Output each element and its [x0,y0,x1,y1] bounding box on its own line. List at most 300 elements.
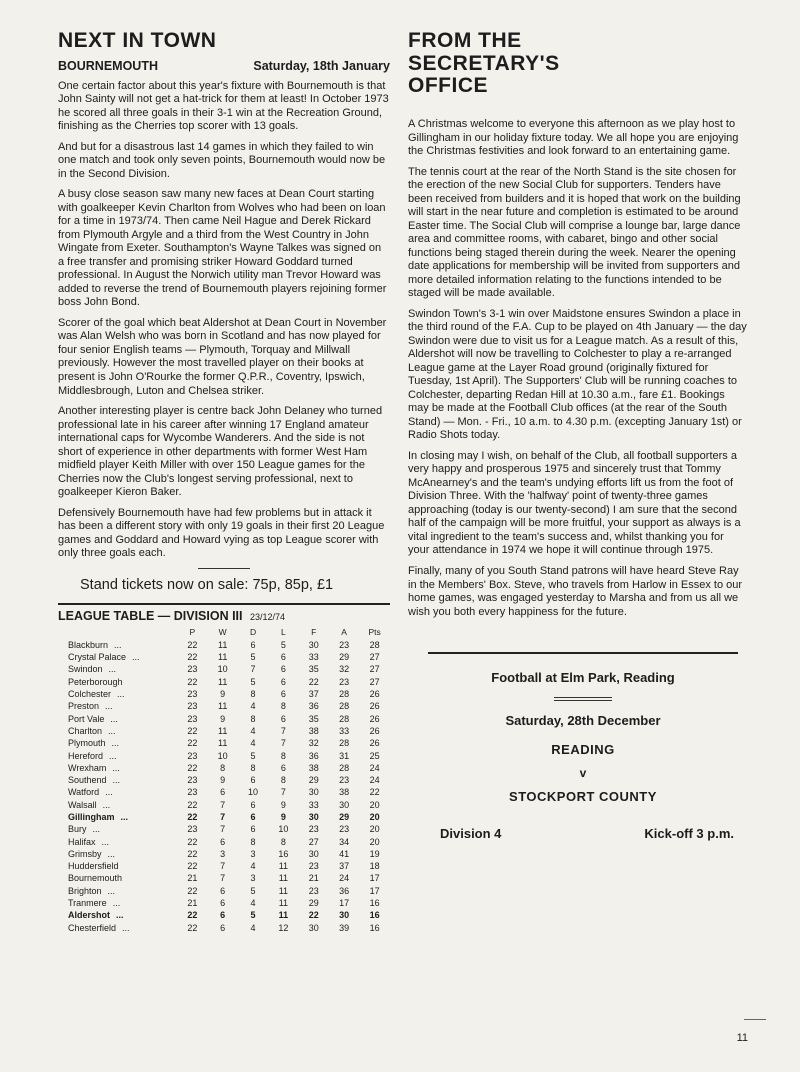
stat-cell-p: 21 [187,873,198,884]
stat-cell-d: 8 [250,762,256,773]
stat-cell-f: 35 [308,664,319,675]
stat-cell-f: 29 [308,775,319,786]
team-name-cell [68,651,177,663]
stat-cell-f: 30 [308,848,319,859]
leader-dots: ... [122,922,130,933]
column-header: A [341,626,347,637]
stat-cell-a: 37 [339,861,350,872]
article-paragraph: Another interesting player is centre back John Delaney who turned professional late in his career after winning 17 England amateur international caps for Wycombe Wanderers. And the side is not short of experience in other departments with former West Ham midfield player Keith Miller with over 150 League games for the Cherries now the Club's longest serving professional, next to goalkeeper Kieron Baker. [58,405,383,499]
table-row [68,922,390,934]
article-paragraph: And but for a disastrous last 14 games in which they failed to win one match and took only seven points, Bournemouth would now be in the Second Division. [58,140,386,180]
team-name-cell [68,909,177,921]
stat-cell-pts: 28 [369,639,380,650]
stat-cell-pts: 16 [369,898,380,909]
leader-dots: ... [112,762,120,773]
team-name: Wrexham [68,762,107,773]
article-paragraph: One certain factor about this year's fixture with Bournemouth is that John Sainty will not get a hat-trick for them at least! In October 1973 he scored all three goals in their 3-1 win at the Recreation Ground, finishing as the Cherries top scorer with 13 goals. [58,79,389,133]
stat-cell-w: 6 [220,922,226,933]
next-match-subheading [58,59,390,73]
stat-cell-f: 22 [308,676,319,687]
table-row [68,872,390,884]
table-row [68,676,390,688]
stat-cell-p: 23 [187,787,198,798]
stat-cell-pts: 27 [369,652,380,663]
team-name: Watford [68,787,100,798]
stat-cell-f: 35 [308,713,319,724]
stat-cell-w: 7 [220,811,226,822]
stat-cell-f: 30 [308,787,319,798]
team-name: Gillingham [68,811,115,822]
stat-cell-d: 4 [250,861,256,872]
stat-cell-p: 22 [187,885,198,896]
secretary-paragraph: The tennis court at the rear of the North Stand is the site chosen for the erection of the new Social Club for supporters. Tenders have been received from builders and it is hoped that work on the building will start in the near future and completion is estimated to be around Easter time. The Social Club will comprise a lounge bar, large dance area and committee rooms, with cabaret, bingo and other social functions being staged therein during the week. Nearer the opening date applications for membership will be invited from supporters and more detailed information relating to the functions intended to be staged will be made available. [408,165,741,300]
column-header: W [218,626,227,637]
stat-cell-pts: 26 [369,725,380,736]
next-in-town-heading: NEXT IN TOWN [58,29,217,52]
leader-dots: ... [110,713,118,724]
team-name-cell [68,799,177,811]
stat-cell-pts: 25 [369,750,380,761]
stat-cell-pts: 20 [369,836,380,847]
stat-cell-p: 22 [187,676,198,687]
stat-cell-a: 28 [339,713,350,724]
table-row [68,786,390,798]
stat-cell-w: 8 [220,762,226,773]
stat-cell-d: 6 [250,639,256,650]
stat-cell-l: 8 [280,701,286,712]
stat-cell-w: 6 [220,836,226,847]
stat-cell-f: 30 [308,811,319,822]
stat-cell-w: 9 [220,775,226,786]
team-name-cell [68,848,177,860]
team-name-cell [68,688,177,700]
table-row [68,762,390,774]
leader-dots: ... [132,652,140,663]
stat-cell-pts: 22 [369,787,380,798]
table-row [68,835,390,847]
stat-cell-d: 3 [250,848,256,859]
table-row [68,688,390,700]
stat-cell-pts: 24 [369,762,380,773]
stat-cell-p: 23 [187,713,198,724]
team-name: Charlton [68,725,103,736]
stat-cell-l: 11 [278,873,289,884]
stat-cell-pts: 17 [369,885,380,896]
stat-cell-l: 16 [278,848,289,859]
league-table-heading: LEAGUE TABLE — DIVISION III [58,608,243,623]
stat-cell-f: 36 [308,750,319,761]
stat-cell-w: 7 [220,799,226,810]
table-row [68,885,390,897]
stat-cell-l: 12 [278,922,289,933]
stat-cell-a: 17 [339,898,350,909]
stat-cell-a: 33 [339,725,350,736]
team-name: Plymouth [68,738,106,749]
stat-cell-a: 39 [339,922,350,933]
team-name: Halifax [68,836,96,847]
stat-cell-p: 22 [187,639,198,650]
stat-cell-l: 11 [278,861,289,872]
stat-cell-d: 5 [250,885,256,896]
stat-cell-a: 28 [339,689,350,700]
stat-cell-l: 5 [280,639,286,650]
fixture-details [428,826,738,841]
team-name-cell [68,762,177,774]
stat-cell-d: 10 [248,787,259,798]
stat-cell-pts: 19 [369,848,380,859]
stat-cell-p: 22 [187,910,198,921]
stat-cell-pts: 16 [369,910,380,921]
stat-cell-w: 6 [220,910,226,921]
stat-cell-w: 11 [218,725,228,736]
column-header: D [249,626,257,637]
table-row [68,712,390,724]
stat-cell-a: 28 [339,701,350,712]
leader-dots: ... [108,725,116,736]
stat-cell-a: 36 [339,885,350,896]
stat-cell-a: 29 [339,652,350,663]
team-name: Bournemouth [68,873,123,884]
stat-cell-w: 11 [218,701,228,712]
stat-cell-w: 11 [218,639,228,650]
leader-dots: ... [112,775,121,786]
stat-cell-w: 6 [220,885,226,896]
stat-cell-a: 31 [339,750,350,761]
stat-cell-l: 11 [278,898,289,909]
fixture-away-team: STOCKPORT COUNTY [509,789,657,805]
team-name-cell [68,835,177,847]
team-name: Bury [68,824,87,835]
stat-cell-p: 23 [187,664,198,675]
divider [428,652,738,654]
stat-cell-a: 34 [339,836,350,847]
stat-cell-pts: 20 [369,824,380,835]
leader-dots: ... [112,898,121,909]
article-paragraph: Defensively Bournemouth have had few problems but in attack it has been a different story with only 19 goals in their first 20 League games and Goddard and Howard vying as top League scorer with only three goals each. [58,506,385,560]
table-row [68,811,390,823]
league-table-body [68,639,390,934]
stat-cell-d: 8 [250,689,256,700]
stat-cell-pts: 18 [369,861,380,872]
leader-dots: ... [109,750,117,761]
stat-cell-l: 8 [280,836,286,847]
stat-cell-w: 3 [220,848,226,859]
leader-dots: ... [120,811,129,822]
stat-cell-f: 38 [308,762,319,773]
divider [554,697,612,701]
team-name-cell [68,922,177,934]
table-row [68,651,390,663]
stat-cell-f: 30 [308,922,319,933]
table-row [68,897,390,909]
divider [744,1019,766,1020]
next-in-town-column [58,24,390,934]
stat-cell-w: 9 [220,689,226,700]
leader-dots: ... [116,910,124,921]
stat-cell-d: 3 [250,873,256,884]
stat-cell-d: 6 [250,775,256,786]
stat-cell-a: 23 [339,775,350,786]
team-name-cell [68,639,177,651]
stand-tickets-notice: Stand tickets now on sale: 75p, 85p, £1 [80,576,334,593]
stat-cell-w: 7 [220,873,226,884]
table-row [68,799,390,811]
stat-cell-f: 23 [308,885,319,896]
team-name-cell [68,774,177,786]
stat-cell-pts: 26 [369,738,380,749]
stat-cell-a: 28 [339,762,350,773]
stat-cell-f: 33 [308,652,319,663]
stat-cell-f: 27 [308,836,319,847]
stat-cell-pts: 27 [369,676,380,687]
stat-cell-p: 22 [187,799,198,810]
stat-cell-a: 30 [339,799,350,810]
article-paragraph: Scorer of the goal which beat Aldershot at Dean Court in November was Alan Welsh who was born in Scotland and has now played for four senior English teams — Plymouth, Torquay and Millwall previously. However the most travelled player on their books at present is John O'Rourke the former Q.P.R., Coventry, Ipswich, Middlesbrough, Luton and Chelsea striker. [58,316,387,397]
stat-cell-d: 8 [250,836,256,847]
stat-cell-w: 11 [218,738,228,749]
stat-cell-w: 10 [217,664,228,675]
stat-cell-a: 30 [339,910,350,921]
table-row [68,909,390,921]
team-name: Colchester [68,689,112,700]
table-row [68,848,390,860]
column-header: P [189,626,196,637]
stat-cell-d: 5 [250,910,256,921]
team-name-cell [68,663,177,675]
stat-cell-w: 11 [218,676,228,687]
secretary-column [408,24,748,841]
stat-cell-a: 24 [339,873,350,884]
stat-cell-d: 4 [250,701,256,712]
stat-cell-w: 6 [220,898,226,909]
leader-dots: ... [117,689,125,700]
stat-cell-w: 7 [220,861,226,872]
stat-cell-l: 8 [280,775,286,786]
fixture-date: Saturday, 28th December [505,713,661,729]
divider [58,603,390,605]
team-name-cell [68,897,177,909]
stat-cell-a: 32 [339,664,350,675]
stat-cell-p: 22 [187,811,198,822]
leader-dots: ... [108,664,117,675]
stat-cell-f: 23 [308,861,319,872]
stat-cell-f: 22 [308,910,319,921]
table-row [68,860,390,872]
stat-cell-a: 41 [339,848,350,859]
stat-cell-d: 6 [250,811,256,822]
secretary-heading-line: OFFICE [408,74,488,98]
stat-cell-f: 33 [308,799,319,810]
stat-cell-l: 6 [280,676,286,687]
stat-cell-p: 22 [187,836,198,847]
stat-cell-a: 23 [339,824,350,835]
team-name-cell [68,749,177,761]
column-header: L [281,626,286,637]
team-name: Grimsby [68,848,102,859]
stat-cell-f: 30 [308,639,319,650]
stat-cell-p: 22 [187,738,198,749]
fixture-title: Football at Elm Park, Reading [491,670,675,686]
stat-cell-p: 23 [187,750,198,761]
leader-dots: ... [111,738,120,749]
team-name-cell [68,700,177,712]
leader-dots: ... [107,885,116,896]
table-row [68,639,390,651]
table-row [68,700,390,712]
team-name: Port Vale [68,713,105,724]
stat-cell-w: 6 [220,787,226,798]
fixture-versus: v [579,766,587,781]
team-name: Swindon [68,664,103,675]
secretary-paragraph: A Christmas welcome to everyone this afternoon as we play host to Gillingham in our holiday fixture today. We all hope you are enjoying the Christmas festivities and look forward to an entertaining game. [408,118,739,158]
stat-cell-a: 38 [339,787,350,798]
stat-cell-l: 9 [280,811,286,822]
fixture-division: Division 4 [440,826,502,842]
column-header: F [311,626,317,637]
stat-cell-d: 8 [250,713,256,724]
leader-dots: ... [105,787,113,798]
column-header: Pts [368,626,381,637]
stat-cell-pts: 17 [369,873,380,884]
stat-cell-a: 29 [339,811,350,822]
stat-cell-l: 6 [280,689,286,700]
divider [198,568,250,569]
stat-cell-f: 38 [308,725,319,736]
stat-cell-p: 22 [187,861,198,872]
stat-cell-p: 23 [187,701,198,712]
stat-cell-d: 6 [250,799,256,810]
article-paragraph: A busy close season saw many new faces at Dean Court starting with goalkeeper Kevin Charlton from Wolves who had been on loan for a time in 1973/74. Then came Neil Hague and Derek Rickard from Plymouth Argyle and a third from the West Country in John Wingate from Exeter. Southampton's Wayne Talkes was signed on a free transfer and promising striker Howard Goddard turned professional. In August the Norwich utility man Trevor Howard was added to reverse the trend of Bournemouth players rejoining former boss John Bond. [58,188,387,309]
team-name: Chesterfield [68,922,117,933]
stat-cell-l: 8 [280,750,286,761]
secretary-paragraph: In closing may I wish, on behalf of the Club, all football supporters a very happy and prosperous 1975 and sincerely trust that Tommy McAnearney's and the team's undying efforts lift us from the foot of Division Three. With the 'halfway' point of twenty-three games approaching (today is our twenty-second) I am sure that the second half of the campaign will be more fruitful, your support as always is a vital ingredient to the team's success and, whilst thanking you for your attendance in 1974 we hope it will continue through 1975. [408,449,741,557]
stat-cell-pts: 20 [369,799,380,810]
league-table-header [68,625,390,639]
next-match-date: Saturday, 18th January [253,58,390,73]
leader-dots: ... [101,836,110,847]
table-row [68,663,390,675]
team-name-cell [68,725,177,737]
table-row [68,774,390,786]
stat-cell-f: 23 [308,824,319,835]
leader-dots: ... [92,824,101,835]
stat-cell-l: 9 [280,799,286,810]
team-name-cell [68,676,177,688]
stat-cell-a: 23 [339,676,350,687]
secretary-paragraph: Finally, many of you South Stand patrons will have heard Steve Ray in the Members' Box. Steve, who travels from Harlow in Essex to our home games, was engaged yesterday to Marsha and from us all we wish you both every happiness for the future. [408,565,743,618]
team-name: Hereford [68,750,104,761]
stat-cell-w: 9 [220,713,226,724]
fixture-kickoff: Kick-off 3 p.m. [644,826,734,842]
table-row [68,737,390,749]
stat-cell-d: 5 [250,750,256,761]
stat-cell-pts: 20 [369,811,380,822]
stat-cell-p: 22 [187,725,198,736]
team-name: Brighton [68,885,102,896]
stat-cell-w: 10 [217,750,228,761]
stat-cell-p: 22 [187,922,198,933]
stat-cell-l: 6 [280,664,286,675]
stat-cell-a: 28 [339,738,350,749]
stat-cell-p: 23 [187,775,198,786]
table-row [68,749,390,761]
team-name: Southend [68,775,107,786]
stat-cell-l: 6 [280,713,286,724]
stat-cell-f: 36 [308,701,319,712]
leader-dots: ... [105,701,113,712]
page-number: 11 [736,1032,748,1044]
fixture-panel [428,670,738,841]
stat-cell-w: 7 [220,824,226,835]
team-name-cell [68,860,177,872]
team-name: Crystal Palace [68,652,127,663]
team-name: Huddersfield [68,861,119,872]
stat-cell-a: 23 [339,639,350,650]
leader-dots: ... [107,848,116,859]
team-name: Aldershot [68,910,111,921]
team-name-cell [68,786,177,798]
team-name-cell [68,885,177,897]
stat-cell-pts: 16 [369,922,380,933]
team-column-header [68,625,177,639]
league-table-title [58,609,390,623]
stat-cell-l: 11 [278,885,289,896]
stat-cell-l: 7 [280,787,286,798]
stat-cell-d: 4 [250,738,256,749]
stat-cell-l: 7 [280,725,286,736]
team-name: Preston [68,701,100,712]
stat-cell-d: 5 [250,676,256,687]
stat-cell-f: 37 [308,689,319,700]
fixture-home-team: READING [551,742,615,758]
stat-cell-pts: 24 [369,775,380,786]
next-opponent: BOURNEMOUTH [58,58,158,73]
table-row [68,823,390,835]
stat-cell-l: 6 [280,762,286,773]
stat-cell-d: 4 [250,898,256,909]
team-name-cell [68,811,177,823]
secretary-heading-line: SECRETARY'S [408,51,560,75]
table-row [68,725,390,737]
stat-cell-d: 4 [250,922,256,933]
team-name: Tranmere [68,898,107,909]
stat-cell-p: 22 [187,848,198,859]
stat-cell-p: 22 [187,652,198,663]
stat-cell-pts: 26 [369,689,380,700]
team-name-cell [68,737,177,749]
stat-cell-d: 6 [250,824,256,835]
stat-cell-pts: 26 [369,701,380,712]
stat-cell-f: 21 [308,873,319,884]
stat-cell-p: 22 [187,762,198,773]
team-name-cell [68,823,177,835]
stat-cell-f: 29 [308,898,319,909]
stat-cell-f: 32 [308,738,319,749]
league-table-date: 23/12/74 [250,611,286,622]
secretary-heading-line: FROM THE [408,29,522,52]
stat-cell-p: 21 [187,898,198,909]
stat-cell-d: 4 [250,725,256,736]
leader-dots: ... [114,639,122,650]
team-name: Peterborough [68,676,123,687]
leader-dots: ... [102,799,111,810]
team-name: Blackburn [68,639,109,650]
stat-cell-l: 11 [278,910,289,921]
league-table [68,625,390,934]
stat-cell-d: 7 [250,664,256,675]
secretary-heading [408,30,748,98]
stat-cell-l: 7 [280,738,286,749]
